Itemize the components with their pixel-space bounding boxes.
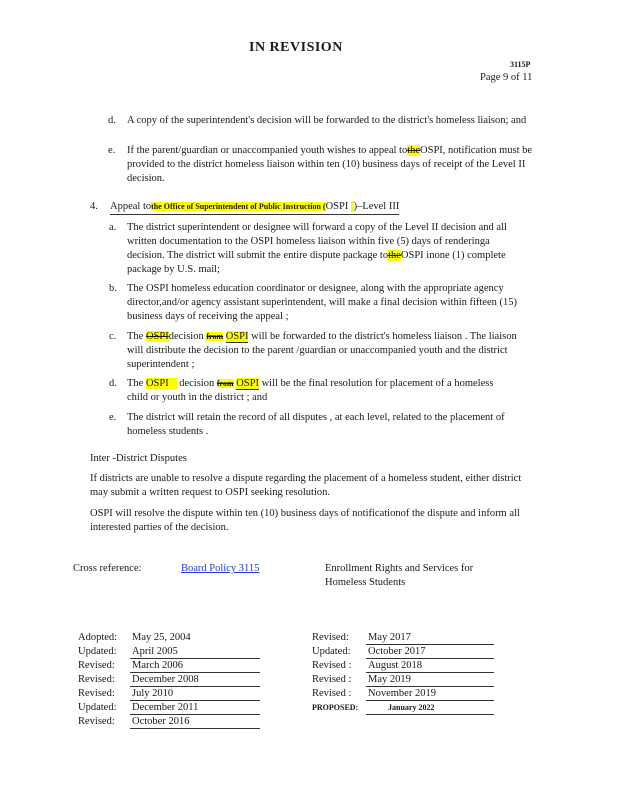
item-d-text: A copy of the superintendent's decision will be forwarded to the district's homeless liaison; and <box>127 115 527 126</box>
history-date: January 2022 <box>388 703 435 712</box>
history-date: October 2016 <box>132 716 190 727</box>
item-letter: d. <box>109 378 117 389</box>
history-label: Revised: <box>312 632 349 643</box>
history-label: Revised: <box>78 716 115 727</box>
board-policy-link[interactable]: Board Policy 3115 <box>181 563 260 574</box>
history-label: Revised : <box>312 674 352 685</box>
history-label: Revised : <box>312 660 352 671</box>
item-e-text: If the parent/guardian or unaccompanied youth wishes to appeal totheOSPI, notification must be provided to the district homeless liaison within ten (10) business days of receipt of the Level II decision. <box>127 145 533 184</box>
history-date: December 2011 <box>132 702 199 713</box>
page-number: Page 9 of 11 <box>480 72 533 83</box>
history-label: Adopted: <box>78 632 118 643</box>
history-label: Updated: <box>312 646 351 657</box>
doc-code: 3115P <box>510 60 531 69</box>
paragraph: OSPI will resolve the dispute within ten (10) business days of notificationof the dispute and inform all interested parties of the decision. <box>90 508 520 533</box>
cross-reference-desc: Homeless Students <box>325 577 406 588</box>
struck-text: OSPI <box>145 331 169 342</box>
date-underline <box>366 714 494 715</box>
section-heading: Inter -District Disputes <box>90 453 187 464</box>
level3-heading: Appeal tothe Office of Superintendent of Public Instruction (OSPI )–Level III <box>110 200 399 215</box>
item-letter: e. <box>109 412 117 423</box>
item-letter: e. <box>108 145 116 156</box>
history-date: April 2005 <box>132 646 178 657</box>
page-title: IN REVISION <box>249 40 343 55</box>
item-e-text: The district will retain the record of all disputes , at each level, related to the placement of homeless students . <box>127 412 505 437</box>
history-label: Revised : <box>312 688 352 699</box>
history-label: Revised: <box>78 674 115 685</box>
item-b-text: The OSPI homeless education coordinator or designee, along with the appropriate agency director,and/or agency assistant superintendent, will make a final decision within fifteen (15) business days of receiving the appeal ; <box>127 283 517 322</box>
history-date: November 2019 <box>368 688 436 699</box>
paragraph: If districts are unable to resolve a dispute regarding the placement of a homeless student, either district may submit a written request to OSPI seeking resolution. <box>90 473 522 498</box>
history-date: October 2017 <box>368 646 426 657</box>
struck-text: the <box>388 250 401 261</box>
section-number: 4. <box>90 201 98 212</box>
highlighted-ospi-name: the Office of Superintendent of Public Instruction ( <box>151 202 326 211</box>
date-underline <box>130 728 260 729</box>
item-c-text: The OSPIdecision from OSPI will be forwarded to the district's homeless liaison . The liaison will distribute the decision to the parent /guardian or unaccompanied youth and the district superintendent ; <box>127 331 517 370</box>
item-d-text: The OSPI decision from OSPI will be the final resolution for placement of a homeless child or youth in the district ; and <box>127 378 494 403</box>
struck-text: the <box>407 145 421 156</box>
date-underline <box>366 700 494 701</box>
cross-reference-desc: Enrollment Rights and Services for <box>325 563 474 574</box>
history-label: Updated: <box>78 646 117 657</box>
item-a-text: The district superintendent or designee will forward a copy of the Level II decision and all written documentation to the OSPI homeless liaison within five (5) days of renderinga decision. The district will submit the entire dispute package totheOSPI inone (1) complete package by U.S. mail; <box>127 222 507 275</box>
history-date: May 2019 <box>368 674 411 685</box>
item-letter: b. <box>109 283 117 294</box>
history-date: May 25, 2004 <box>132 632 191 643</box>
history-label: Revised: <box>78 688 115 699</box>
history-label: Revised: <box>78 660 115 671</box>
history-date: December 2008 <box>132 674 199 685</box>
item-letter: a. <box>109 222 117 233</box>
history-date: May 2017 <box>368 632 411 643</box>
history-date: March 2006 <box>132 660 184 671</box>
history-label: PROPOSED: <box>312 703 359 712</box>
history-date: July 2010 <box>132 688 174 699</box>
cross-reference-label: Cross reference: <box>73 563 142 574</box>
item-letter: d. <box>108 115 116 126</box>
history-date: August 2018 <box>368 660 422 671</box>
item-letter: c. <box>109 331 117 342</box>
history-label: Updated: <box>78 702 117 713</box>
